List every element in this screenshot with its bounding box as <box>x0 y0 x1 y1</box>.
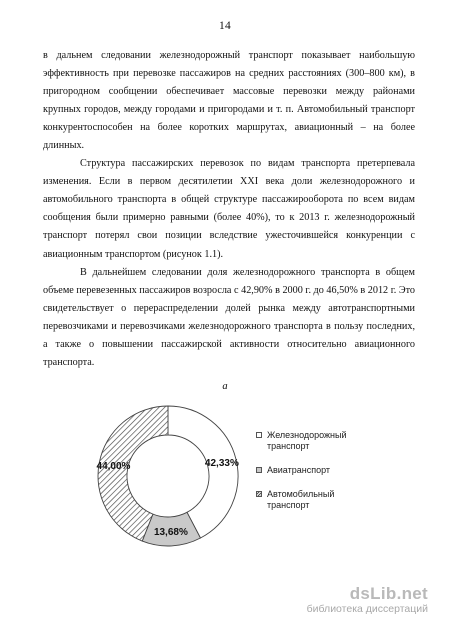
legend-item-auto <box>256 489 376 511</box>
legend-label: Железнодорожный транспорт <box>267 430 347 451</box>
watermark <box>298 584 428 615</box>
data-label: 13,68% <box>153 526 188 538</box>
legend-item-air <box>256 465 376 476</box>
body-text <box>43 47 415 372</box>
legend-swatch-white <box>256 432 262 438</box>
legend-item-rail <box>256 430 376 452</box>
figure-label: а <box>222 381 228 392</box>
legend-swatch-gray <box>256 467 262 473</box>
donut-chart-svg <box>78 403 258 549</box>
paragraph: в дальнем следовании железнодорожный транспорт показывает наибольшую эффективность при перевозке пассажиров на средних расстояниях (300–800 км), в пригородном сообщении обеспечивает массовые перевозки между районами крупных городов, между городами и пригородами и т. п. Автомобильный транспорт конкурентоспособен на более коротких маршрутах, авиационный – на более длинных. <box>43 50 415 152</box>
paragraph: В дальнейшем следовании доля железнодорожного транспорта в общем объеме перевезенных пассажиров возросла с 42,90% в 2000 г. до 46,50% в 2012 г. Это свидетельствует о перераспределении долей рынка между автотранспортными перевозчиками и перевозчиками железнодорожного транспорта в пользу последних, а также о повышении пассажирской активности относительно авиационного транспорта. <box>43 266 415 368</box>
data-label: 44,00% <box>96 461 131 473</box>
watermark-subtitle: библиотека диссертаций <box>306 603 428 615</box>
page-number: 14 <box>219 20 231 32</box>
legend-label: Автомобильный транспорт <box>267 489 335 510</box>
chart-legend <box>256 430 376 524</box>
data-label: 42,33% <box>204 458 239 470</box>
legend-swatch-hatched <box>256 491 262 497</box>
paragraph: Структура пассажирских перевозок по видам транспорта претерпевала изменения. Если в первом десятилетии XXI века доли железнодорожного и автомобильного транспорта в общей структуре пассажирооборота по всем видам сообщения были примерно равными (более 40%), то к 2013 г. железнодорожный транспорт потерял свои позиции вследствие ужесточившейся конкуренции с авиационным транспортом (рисунок 1.1). <box>43 158 415 260</box>
watermark-logo: dsLib.net <box>349 584 428 603</box>
legend-label: Авиатранспорт <box>267 465 331 475</box>
